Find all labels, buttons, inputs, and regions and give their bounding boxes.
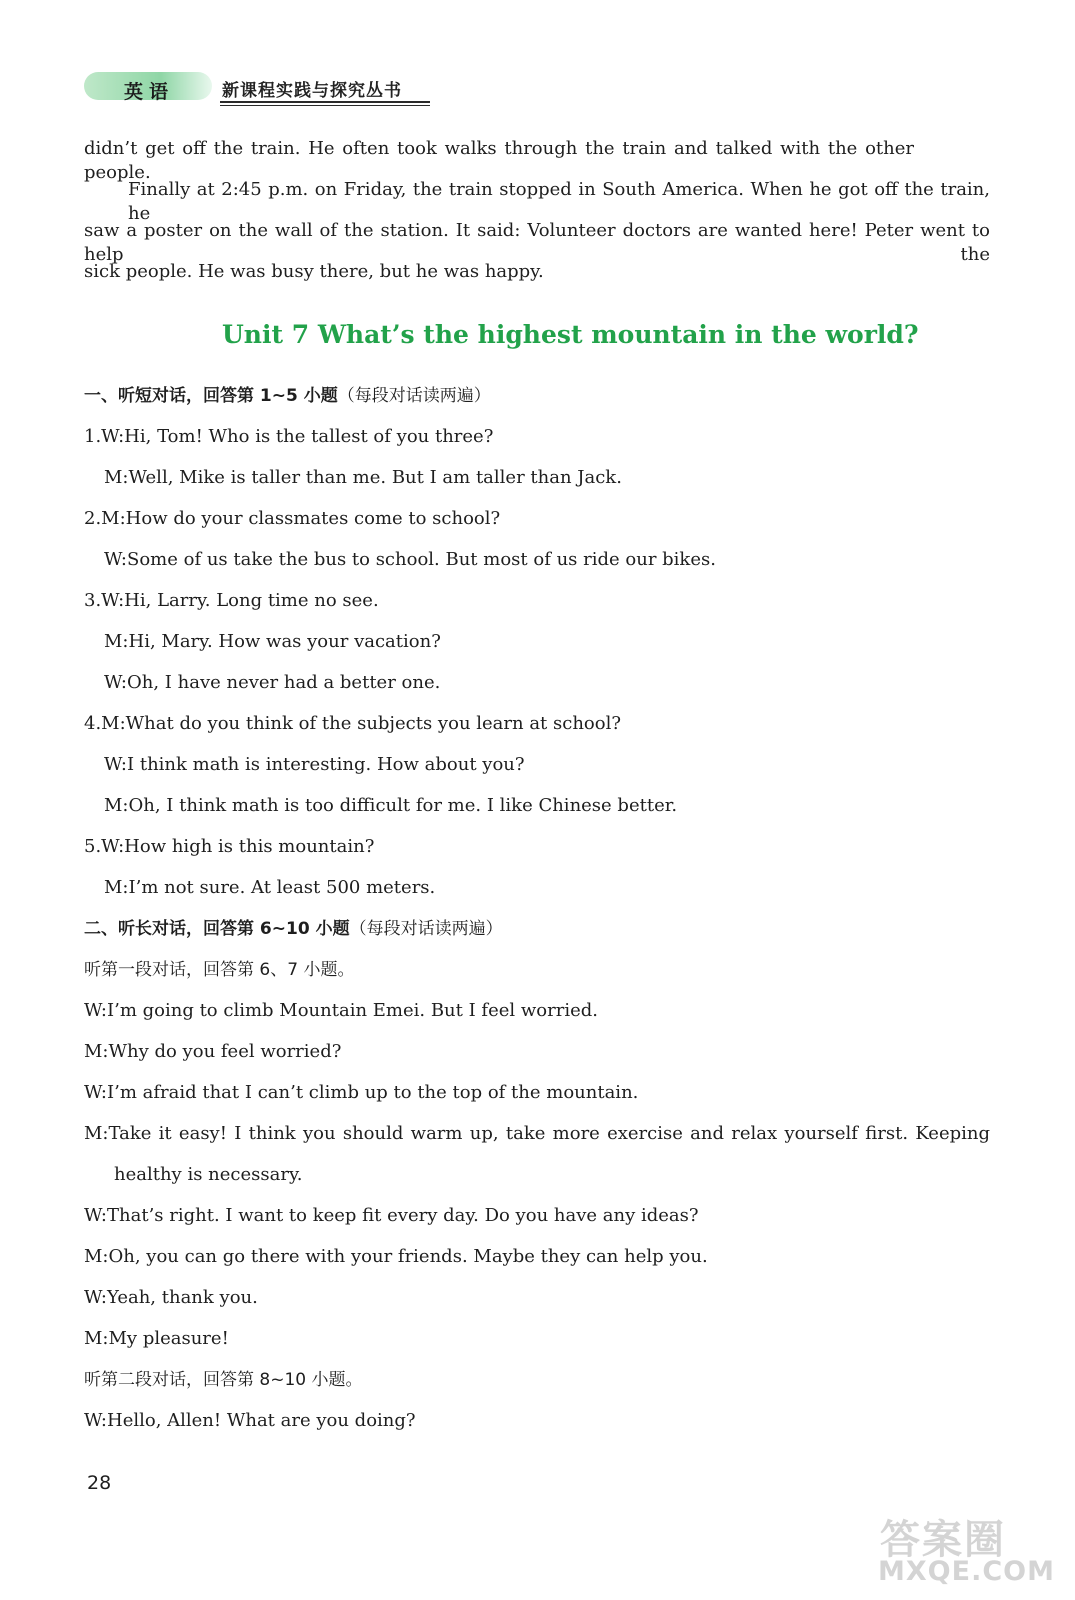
header-rule: [220, 101, 430, 103]
dialogue-line: W:I’m afraid that I can’t climb up to the top of the mountain.: [84, 1082, 639, 1103]
section-1-note: （每段对话读两遍）: [337, 386, 491, 406]
watermark-logo: 答案圈: [880, 1517, 1006, 1563]
page-number: 28: [87, 1472, 112, 1494]
dialogue-1-intro: 听第一段对话，回答第 6、7 小题。: [84, 960, 355, 980]
page-header: [84, 68, 444, 108]
header-rule-thin: [220, 105, 430, 106]
passage-line-4: sick people. He was busy there, but he was happy.: [84, 261, 544, 282]
dialogue-line: W:That’s right. I want to keep fit every day. Do you have any ideas?: [84, 1205, 699, 1226]
dialogue-line: 1.W:Hi, Tom! Who is the tallest of you three?: [84, 426, 494, 447]
dialogue-line: M:Take it easy! I think you should warm up, take more exercise and relax yourself first. Keeping: [84, 1123, 990, 1144]
dialogue-line: 4.M:What do you think of the subjects you learn at school?: [84, 713, 621, 734]
dialogue-line: M:Why do you feel worried?: [84, 1041, 342, 1062]
dialogue-line: W:Hello, Allen! What are you doing?: [84, 1410, 416, 1431]
dialogue-line: 2.M:How do your classmates come to school?: [84, 508, 501, 529]
dialogue-line: W:Oh, I have never had a better one.: [104, 672, 441, 693]
section-1-heading: [84, 384, 491, 408]
passage-line-2: Finally at 2:45 p.m. on Friday, the train stopped in South America. When he got off the train, he: [128, 179, 990, 224]
passage-line-1: didn’t get off the train. He often took walks through the train and talked with the other people.: [84, 138, 914, 183]
dialogue-line: W:Some of us take the bus to school. But most of us ride our bikes.: [104, 549, 716, 570]
dialogue-line: M:I’m not sure. At least 500 meters.: [104, 877, 436, 898]
subject-label: 英语: [124, 81, 175, 103]
section-2-heading-text: 二、听长对话，回答第 6~10 小题: [84, 919, 350, 939]
dialogue-line-continued: healthy is necessary.: [114, 1164, 303, 1185]
dialogue-line: M:Oh, you can go there with your friends. Maybe they can help you.: [84, 1246, 708, 1267]
passage-line-3: saw a poster on the wall of the station. It said: Volunteer doctors are wanted here! Peter went to help the: [84, 220, 990, 265]
dialogue-line: W:Yeah, thank you.: [84, 1287, 258, 1308]
dialogue-line: 5.W:How high is this mountain?: [84, 836, 375, 857]
subject-badge: [84, 72, 212, 103]
dialogue-line: W:I’m going to climb Mountain Emei. But I feel worried.: [84, 1000, 598, 1021]
section-1-heading-text: 一、听短对话，回答第 1~5 小题: [84, 386, 338, 406]
section-2-heading: [84, 917, 503, 941]
dialogue-line: M:My pleasure!: [84, 1328, 229, 1349]
dialogue-2-intro: 听第二段对话，回答第 8~10 小题。: [84, 1370, 363, 1390]
dialogue-line: 3.W:Hi, Larry. Long time no see.: [84, 590, 379, 611]
section-2-note: （每段对话读两遍）: [349, 919, 503, 939]
dialogue-line: W:I think math is interesting. How about you?: [104, 754, 525, 775]
watermark-url: MXQE.COM: [878, 1556, 1055, 1587]
unit-title: Unit 7 What’s the highest mountain in the world?: [222, 320, 919, 349]
watermark: [870, 1508, 1060, 1598]
dialogue-line: M:Oh, I think math is too difficult for me. I like Chinese better.: [104, 795, 678, 816]
dialogue-line: M:Hi, Mary. How was your vacation?: [104, 631, 441, 652]
series-title: 新课程实践与探究丛书: [222, 81, 402, 101]
dialogue-line: M:Well, Mike is taller than me. But I am taller than Jack.: [104, 467, 622, 488]
